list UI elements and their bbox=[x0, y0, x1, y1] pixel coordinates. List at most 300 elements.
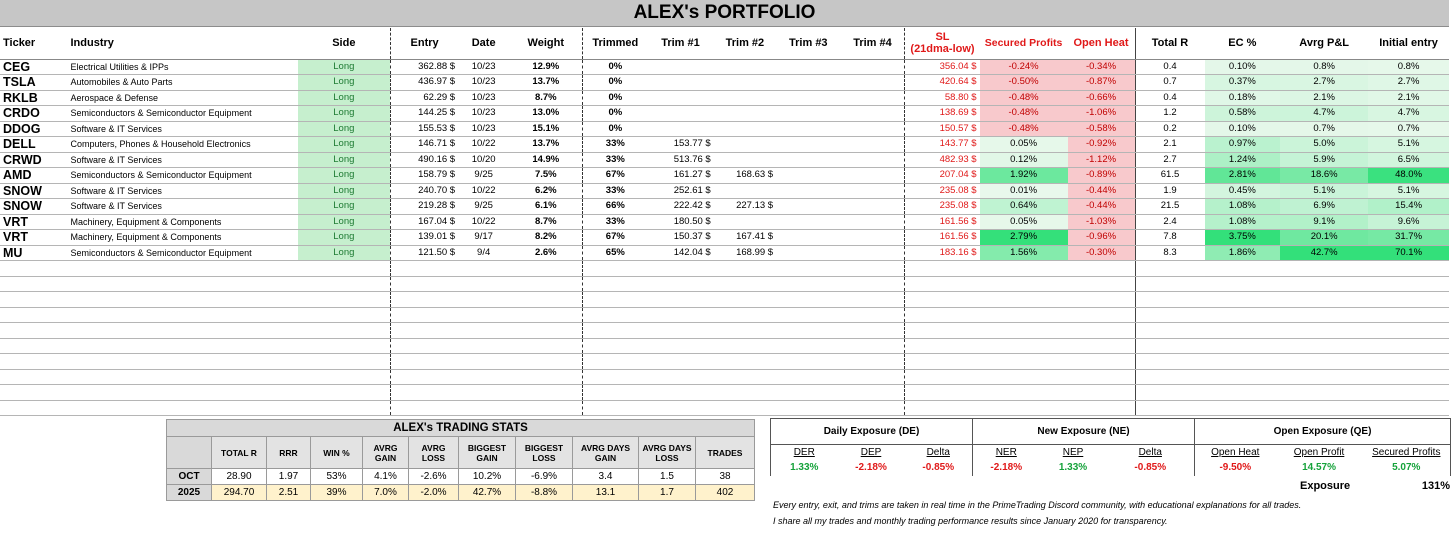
cell-side: Long bbox=[298, 245, 391, 261]
cell-totalr: 2.1 bbox=[1135, 137, 1205, 153]
de-delta-label: Delta bbox=[926, 446, 950, 458]
cell-trim3 bbox=[776, 323, 840, 339]
cell-secured: 0.05% bbox=[980, 137, 1068, 153]
cell-trim3 bbox=[776, 183, 840, 199]
cell-trim2 bbox=[714, 121, 776, 137]
cell-trim2 bbox=[714, 354, 776, 370]
stats-value: 2.51 bbox=[267, 485, 311, 501]
dep-value: -2.18% bbox=[855, 462, 887, 473]
cell-trimmed: 65% bbox=[583, 245, 647, 261]
cell-trimmed bbox=[583, 323, 647, 339]
cell-side: Long bbox=[298, 121, 391, 137]
cell-ticker: CEG bbox=[0, 59, 67, 75]
cell-initial: 48.0% bbox=[1368, 168, 1449, 184]
cell-ec: 3.75% bbox=[1205, 230, 1281, 246]
portfolio-empty-row bbox=[0, 323, 1449, 339]
col-date: Date bbox=[458, 28, 509, 59]
cell-pnl: 0.8% bbox=[1280, 59, 1368, 75]
cell-trim2 bbox=[714, 261, 776, 277]
cell-trim1 bbox=[647, 323, 713, 339]
stats-value: -2.6% bbox=[409, 469, 459, 485]
col-ticker: Ticker bbox=[0, 28, 67, 59]
cell-sl: 482.93 $ bbox=[905, 152, 980, 168]
cell-trim2 bbox=[714, 369, 776, 385]
cell-ticker: MU bbox=[0, 245, 67, 261]
cell-initial: 0.8% bbox=[1368, 59, 1449, 75]
cell-pnl: 5.9% bbox=[1280, 152, 1368, 168]
portfolio-row bbox=[0, 121, 1449, 137]
cell-trim3 bbox=[776, 214, 840, 230]
cell-weight: 8.2% bbox=[509, 230, 583, 246]
cell-pnl bbox=[1280, 292, 1368, 308]
open-profit-label: Open Profit bbox=[1293, 446, 1345, 458]
cell-industry: Software & IT Services bbox=[67, 199, 297, 215]
portfolio-empty-row bbox=[0, 307, 1449, 323]
cell-side bbox=[298, 307, 391, 323]
cell-sl: 150.57 $ bbox=[905, 121, 980, 137]
secured-profits-label: Secured Profits bbox=[1363, 445, 1451, 460]
cell-entry bbox=[391, 369, 458, 385]
cell-pnl: 2.7% bbox=[1280, 75, 1368, 91]
cell-trim2 bbox=[714, 323, 776, 339]
cell-trim3 bbox=[776, 276, 840, 292]
cell-weight bbox=[509, 338, 583, 354]
cell-date: 9/25 bbox=[458, 168, 509, 184]
col-secured: Secured Profits bbox=[980, 28, 1068, 59]
cell-trim1 bbox=[647, 292, 713, 308]
cell-trim3 bbox=[776, 199, 840, 215]
der-label: DER bbox=[771, 445, 838, 460]
cell-trimmed: 33% bbox=[583, 214, 647, 230]
cell-entry: 490.16 $ bbox=[391, 152, 458, 168]
cell-initial bbox=[1368, 369, 1449, 385]
cell-pnl bbox=[1280, 261, 1368, 277]
cell-ec bbox=[1205, 276, 1281, 292]
col-trim4: Trim #4 bbox=[841, 28, 905, 59]
cell-side: Long bbox=[298, 75, 391, 91]
cell-industry bbox=[67, 354, 297, 370]
cell-weight bbox=[509, 323, 583, 339]
cell-secured bbox=[980, 369, 1068, 385]
portfolio-empty-row bbox=[0, 354, 1449, 370]
cell-trimmed bbox=[583, 307, 647, 323]
cell-industry: Aerospace & Defense bbox=[67, 90, 297, 106]
cell-trim4 bbox=[841, 199, 905, 215]
ne-delta-value: -0.85% bbox=[1134, 462, 1167, 473]
cell-entry: 62.29 $ bbox=[391, 90, 458, 106]
cell-initial: 2.1% bbox=[1368, 90, 1449, 106]
stats-value: -8.8% bbox=[516, 485, 573, 501]
stats-value: 1.5 bbox=[639, 469, 696, 485]
cell-totalr: 0.4 bbox=[1135, 59, 1205, 75]
cell-trim1: 252.61 $ bbox=[647, 183, 713, 199]
cell-ec bbox=[1205, 369, 1281, 385]
portfolio-title: ALEX's PORTFOLIO bbox=[0, 0, 1449, 27]
cell-trim4 bbox=[841, 354, 905, 370]
cell-totalr: 0.4 bbox=[1135, 90, 1205, 106]
cell-ec: 0.37% bbox=[1205, 75, 1281, 91]
cell-trimmed bbox=[583, 354, 647, 370]
cell-trim1: 180.50 $ bbox=[647, 214, 713, 230]
cell-ticker bbox=[0, 307, 67, 323]
cell-initial bbox=[1368, 338, 1449, 354]
portfolio-row bbox=[0, 230, 1449, 246]
cell-secured: 0.05% bbox=[980, 214, 1068, 230]
cell-trimmed bbox=[583, 400, 647, 416]
cell-trim4 bbox=[841, 183, 905, 199]
cell-secured: 1.92% bbox=[980, 168, 1068, 184]
de-delta-value: -0.85% bbox=[922, 462, 955, 473]
stats-value: 13.1 bbox=[573, 485, 639, 501]
cell-trim2: 167.41 $ bbox=[714, 230, 776, 246]
cell-sl: 420.64 $ bbox=[905, 75, 980, 91]
cell-entry bbox=[391, 261, 458, 277]
cell-pnl bbox=[1280, 385, 1368, 401]
cell-ec bbox=[1205, 354, 1281, 370]
cell-trim1 bbox=[647, 261, 713, 277]
cell-ticker: VRT bbox=[0, 214, 67, 230]
stats-value: -6.9% bbox=[516, 469, 573, 485]
cell-industry: Software & IT Services bbox=[67, 121, 297, 137]
cell-trimmed: 67% bbox=[583, 168, 647, 184]
cell-initial: 6.5% bbox=[1368, 152, 1449, 168]
cell-trim3 bbox=[776, 152, 840, 168]
stats-value: 39% bbox=[311, 485, 363, 501]
cell-weight: 6.1% bbox=[509, 199, 583, 215]
cell-industry: Automobiles & Auto Parts bbox=[67, 75, 297, 91]
cell-initial bbox=[1368, 400, 1449, 416]
cell-date bbox=[458, 261, 509, 277]
col-pnl: Avrg P&L bbox=[1280, 28, 1368, 59]
cell-initial bbox=[1368, 276, 1449, 292]
cell-trim3 bbox=[776, 338, 840, 354]
secured-profits-value: 5.07% bbox=[1363, 460, 1451, 476]
cell-pnl bbox=[1280, 338, 1368, 354]
stats-value: 7.0% bbox=[363, 485, 409, 501]
col-ec: EC % bbox=[1205, 28, 1281, 59]
cell-trimmed bbox=[583, 292, 647, 308]
cell-trim4 bbox=[841, 292, 905, 308]
stats-value: 1.97 bbox=[267, 469, 311, 485]
cell-side: Long bbox=[298, 199, 391, 215]
portfolio-row bbox=[0, 214, 1449, 230]
portfolio-header-row bbox=[0, 28, 1449, 59]
cell-trim2 bbox=[714, 137, 776, 153]
cell-side: Long bbox=[298, 230, 391, 246]
cell-totalr bbox=[1135, 369, 1205, 385]
cell-trim2 bbox=[714, 276, 776, 292]
cell-trim1 bbox=[647, 106, 713, 122]
cell-totalr bbox=[1135, 400, 1205, 416]
cell-date bbox=[458, 307, 509, 323]
cell-ticker bbox=[0, 292, 67, 308]
cell-ec: 2.81% bbox=[1205, 168, 1281, 184]
cell-industry: Semiconductors & Semiconductor Equipment bbox=[67, 168, 297, 184]
portfolio-empty-row bbox=[0, 369, 1449, 385]
cell-ec: 1.08% bbox=[1205, 214, 1281, 230]
cell-pnl bbox=[1280, 307, 1368, 323]
cell-date bbox=[458, 369, 509, 385]
cell-weight bbox=[509, 400, 583, 416]
cell-trim3 bbox=[776, 168, 840, 184]
cell-secured: -0.48% bbox=[980, 121, 1068, 137]
cell-ticker: CRWD bbox=[0, 152, 67, 168]
nep-value: 1.33% bbox=[1058, 462, 1088, 473]
cell-date bbox=[458, 323, 509, 339]
col-trim3: Trim #3 bbox=[776, 28, 840, 59]
cell-date: 10/22 bbox=[458, 137, 509, 153]
cell-entry bbox=[391, 400, 458, 416]
cell-ticker bbox=[0, 385, 67, 401]
cell-side: Long bbox=[298, 106, 391, 122]
open-profit-value: 14.57% bbox=[1302, 462, 1336, 473]
cell-pnl bbox=[1280, 400, 1368, 416]
stats-col-header: AVRG LOSS bbox=[409, 437, 459, 469]
cell-trim4 bbox=[841, 214, 905, 230]
cell-pnl bbox=[1280, 369, 1368, 385]
cell-sl bbox=[905, 354, 980, 370]
cell-trim1 bbox=[647, 121, 713, 137]
cell-trim3 bbox=[776, 307, 840, 323]
stats-col-header: AVRG DAYS GAIN bbox=[573, 437, 639, 469]
cell-initial bbox=[1368, 307, 1449, 323]
cell-trim2: 227.13 $ bbox=[714, 199, 776, 215]
cell-ec: 0.45% bbox=[1205, 183, 1281, 199]
exposure-total-value: 131% bbox=[1421, 480, 1450, 492]
cell-trim4 bbox=[841, 307, 905, 323]
stats-col-header: WIN % bbox=[311, 437, 363, 469]
stats-value: -2.0% bbox=[409, 485, 459, 501]
cell-totalr: 61.5 bbox=[1135, 168, 1205, 184]
col-sl-label: SL bbox=[935, 31, 950, 44]
nep-label: NEP bbox=[1062, 446, 1084, 458]
cell-side: Long bbox=[298, 152, 391, 168]
stats-value: 10.2% bbox=[459, 469, 516, 485]
cell-weight bbox=[509, 276, 583, 292]
cell-trim3 bbox=[776, 106, 840, 122]
cell-trim3 bbox=[776, 121, 840, 137]
cell-secured bbox=[980, 261, 1068, 277]
cell-sl bbox=[905, 276, 980, 292]
cell-ticker bbox=[0, 276, 67, 292]
col-trimmed: Trimmed bbox=[583, 28, 647, 59]
cell-trimmed: 33% bbox=[583, 152, 647, 168]
cell-pnl: 6.9% bbox=[1280, 199, 1368, 215]
cell-trimmed bbox=[583, 261, 647, 277]
cell-totalr bbox=[1135, 307, 1205, 323]
cell-trim4 bbox=[841, 106, 905, 122]
cell-totalr bbox=[1135, 338, 1205, 354]
cell-totalr: 0.7 bbox=[1135, 75, 1205, 91]
cell-ticker: AMD bbox=[0, 168, 67, 184]
cell-side: Long bbox=[298, 90, 391, 106]
col-heat: Open Heat bbox=[1068, 28, 1135, 59]
portfolio-row bbox=[0, 137, 1449, 153]
cell-weight: 15.1% bbox=[509, 121, 583, 137]
cell-trim3 bbox=[776, 245, 840, 261]
cell-trim3 bbox=[776, 59, 840, 75]
cell-trim4 bbox=[841, 121, 905, 137]
cell-initial bbox=[1368, 292, 1449, 308]
cell-entry: 167.04 $ bbox=[391, 214, 458, 230]
cell-entry: 146.71 $ bbox=[391, 137, 458, 153]
cell-date: 10/23 bbox=[458, 75, 509, 91]
portfolio-row bbox=[0, 59, 1449, 75]
cell-trim4 bbox=[841, 369, 905, 385]
cell-trim3 bbox=[776, 75, 840, 91]
cell-ticker: DELL bbox=[0, 137, 67, 153]
cell-secured bbox=[980, 307, 1068, 323]
cell-date bbox=[458, 276, 509, 292]
cell-initial: 5.1% bbox=[1368, 183, 1449, 199]
cell-trim1: 153.77 $ bbox=[647, 137, 713, 153]
cell-ticker: CRDO bbox=[0, 106, 67, 122]
cell-ec: 0.10% bbox=[1205, 59, 1281, 75]
cell-date: 9/25 bbox=[458, 199, 509, 215]
cell-ticker bbox=[0, 261, 67, 277]
cell-trim4 bbox=[841, 338, 905, 354]
cell-trim3 bbox=[776, 90, 840, 106]
cell-side bbox=[298, 369, 391, 385]
col-initial: Initial entry bbox=[1368, 28, 1449, 59]
cell-weight: 2.6% bbox=[509, 245, 583, 261]
cell-trim2 bbox=[714, 106, 776, 122]
stats-row bbox=[167, 485, 755, 501]
cell-trim2 bbox=[714, 59, 776, 75]
cell-trim4 bbox=[841, 137, 905, 153]
portfolio-empty-row bbox=[0, 276, 1449, 292]
cell-totalr bbox=[1135, 292, 1205, 308]
cell-trim2 bbox=[714, 214, 776, 230]
open-heat-label: Open Heat bbox=[1195, 445, 1276, 460]
cell-heat: -1.12% bbox=[1068, 152, 1135, 168]
stats-value: 38 bbox=[696, 469, 755, 485]
cell-trim1: 150.37 $ bbox=[647, 230, 713, 246]
cell-ec: 1.24% bbox=[1205, 152, 1281, 168]
cell-trim2 bbox=[714, 75, 776, 91]
cell-trimmed: 0% bbox=[583, 59, 647, 75]
cell-sl: 161.56 $ bbox=[905, 214, 980, 230]
stats-corner bbox=[167, 437, 212, 469]
cell-ticker: DDOG bbox=[0, 121, 67, 137]
cell-ticker bbox=[0, 338, 67, 354]
cell-trimmed: 66% bbox=[583, 199, 647, 215]
portfolio-table-container bbox=[0, 28, 1449, 416]
stats-value: 53% bbox=[311, 469, 363, 485]
exposure-panel bbox=[770, 418, 1450, 476]
cell-sl bbox=[905, 400, 980, 416]
cell-ec bbox=[1205, 323, 1281, 339]
cell-trim4 bbox=[841, 90, 905, 106]
cell-trimmed bbox=[583, 369, 647, 385]
open-heat-value: -9.50% bbox=[1195, 460, 1276, 476]
cell-sl: 143.77 $ bbox=[905, 137, 980, 153]
cell-ec: 0.18% bbox=[1205, 90, 1281, 106]
cell-trim1: 142.04 $ bbox=[647, 245, 713, 261]
cell-initial: 9.6% bbox=[1368, 214, 1449, 230]
cell-sl: 356.04 $ bbox=[905, 59, 980, 75]
cell-trim1 bbox=[647, 307, 713, 323]
portfolio-row bbox=[0, 152, 1449, 168]
portfolio-row bbox=[0, 199, 1449, 215]
portfolio-empty-row bbox=[0, 400, 1449, 416]
stats-col-header: AVRG GAIN bbox=[363, 437, 409, 469]
cell-industry bbox=[67, 307, 297, 323]
cell-entry: 219.28 $ bbox=[391, 199, 458, 215]
cell-trim4 bbox=[841, 400, 905, 416]
cell-pnl: 4.7% bbox=[1280, 106, 1368, 122]
cell-entry bbox=[391, 292, 458, 308]
cell-totalr bbox=[1135, 354, 1205, 370]
cell-entry bbox=[391, 323, 458, 339]
cell-secured bbox=[980, 354, 1068, 370]
portfolio-row bbox=[0, 90, 1449, 106]
stats-col-header: BIGGEST LOSS bbox=[516, 437, 573, 469]
col-trim2: Trim #2 bbox=[714, 28, 776, 59]
stats-value: 42.7% bbox=[459, 485, 516, 501]
cell-trim4 bbox=[841, 59, 905, 75]
portfolio-row bbox=[0, 75, 1449, 91]
note-line: Every entry, exit, and trims are taken in real time in the PrimeTrading Discord community, with educational explanations for all trades. bbox=[773, 500, 1302, 510]
stats-value: 28.90 bbox=[212, 469, 267, 485]
cell-weight bbox=[509, 385, 583, 401]
cell-sl bbox=[905, 261, 980, 277]
cell-entry bbox=[391, 338, 458, 354]
cell-pnl: 42.7% bbox=[1280, 245, 1368, 261]
col-sl-sub: (21dma-low) bbox=[910, 43, 975, 56]
cell-ticker: SNOW bbox=[0, 183, 67, 199]
cell-ticker bbox=[0, 369, 67, 385]
cell-trim3 bbox=[776, 137, 840, 153]
cell-date: 10/23 bbox=[458, 106, 509, 122]
cell-trim4 bbox=[841, 75, 905, 91]
cell-heat: -0.66% bbox=[1068, 90, 1135, 106]
cell-secured: 0.01% bbox=[980, 183, 1068, 199]
cell-industry bbox=[67, 369, 297, 385]
cell-date: 9/4 bbox=[458, 245, 509, 261]
cell-secured bbox=[980, 385, 1068, 401]
col-side: Side bbox=[298, 28, 391, 59]
cell-heat: -1.03% bbox=[1068, 214, 1135, 230]
cell-secured: -0.50% bbox=[980, 75, 1068, 91]
cell-industry: Software & IT Services bbox=[67, 152, 297, 168]
cell-weight: 7.5% bbox=[509, 168, 583, 184]
stats-col-header: BIGGEST GAIN bbox=[459, 437, 516, 469]
cell-date bbox=[458, 400, 509, 416]
cell-heat: -0.34% bbox=[1068, 59, 1135, 75]
stats-header-row bbox=[167, 437, 755, 469]
cell-secured bbox=[980, 276, 1068, 292]
cell-ec bbox=[1205, 400, 1281, 416]
cell-trim3 bbox=[776, 261, 840, 277]
cell-sl bbox=[905, 307, 980, 323]
ner-label: NER bbox=[973, 445, 1040, 460]
cell-heat bbox=[1068, 338, 1135, 354]
col-industry: Industry bbox=[67, 28, 297, 59]
cell-ec bbox=[1205, 261, 1281, 277]
cell-initial: 4.7% bbox=[1368, 106, 1449, 122]
cell-side bbox=[298, 276, 391, 292]
portfolio-empty-row bbox=[0, 261, 1449, 277]
cell-heat: -0.58% bbox=[1068, 121, 1135, 137]
cell-side: Long bbox=[298, 183, 391, 199]
cell-trim1 bbox=[647, 338, 713, 354]
cell-trimmed bbox=[583, 385, 647, 401]
cell-totalr: 7.8 bbox=[1135, 230, 1205, 246]
cell-date: 10/22 bbox=[458, 183, 509, 199]
cell-industry bbox=[67, 276, 297, 292]
cell-trim2 bbox=[714, 385, 776, 401]
